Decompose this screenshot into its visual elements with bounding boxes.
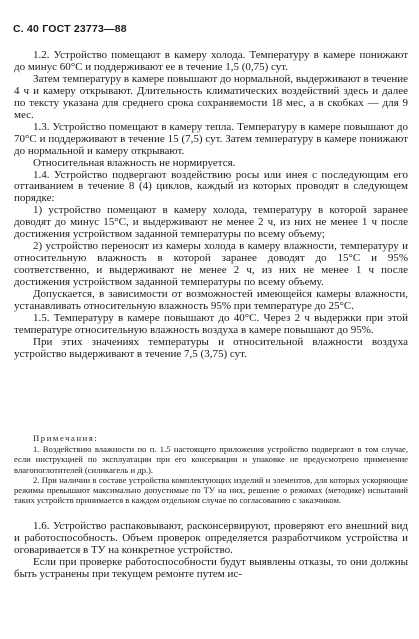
note-item: 1. Воздействию влажности по п. 1.5 настоящего приложения устройство подвергают в том случае, если инструкцией по эксплуатации при его консервации и упаковке не предусмотрено применение влагопоглотителей (силикагель и др.). bbox=[14, 444, 408, 475]
paragraph: 1.6. Устройство распаковывают, расконсервируют, проверяют его внешний вид и работоспособность. Объем проверок определяется разработчиком устройства и оговаривается в ТУ на конкретное устройство. bbox=[14, 520, 408, 556]
paragraph: 2) устройство переносят из камеры холода в камеру влажности, температуру и относительную влажность в которой заранее доводят до 15°С и 95% соответственно, и выдерживают не менее 2 ч, из них не менее 1 ч после достижения устройством заданной температуры по всему объему. bbox=[14, 240, 408, 289]
notes-section bbox=[14, 433, 408, 505]
note-item: 2. При наличии в составе устройства комплектующих изделий и элементов, для которых ускоряющие режимы превышают максимально допустимые по ТУ на них, решение о режимах (методике) испытаний таких устройств принимается в каждом отдельном случае по согласованию с заказчиком. bbox=[14, 474, 408, 506]
paragraph: 1) устройство помещают в камеру холода, температуру в которой заранее доводят до минус 15°С, и выдерживают не менее 2 ч, из них не менее 1 ч после достижения устройством заданной температуры по всему объему; bbox=[14, 204, 408, 241]
paragraph: 1.2. Устройство помещают в камеру холода. Температуру в камере понижают до минус 60°С и поддерживают ее в течение 1,5 (0,75) сут. bbox=[14, 49, 408, 73]
paragraph: 1.5. Температуру в камере повышают до 40°С. Через 2 ч выдержки при этой температуре относительную влажность воздуха в камере повышают до 95%. bbox=[14, 311, 408, 336]
paragraph: 1.4. Устройство подвергают воздействию росы или инея с последующим его оттаиванием в течение 8 (4) циклов, каждый из которых проводят в следующем порядке: bbox=[14, 168, 408, 205]
paragraph: 1.3. Устройство помещают в камеру тепла. Температуру в камере повышают до 70°С и поддерживают в течение 15 (7,5) сут. Затем температуру в камере понижают до нормальной и камеру открывают. bbox=[14, 120, 408, 157]
notes-title: Примечания: bbox=[33, 433, 99, 443]
document-body bbox=[14, 50, 408, 361]
page-header: С. 40 ГОСТ 23773—88 bbox=[13, 23, 127, 35]
document-body-continued bbox=[14, 521, 408, 581]
paragraph: Если при проверке работоспособности будут выявлены отказы, то они должны быть устранены при текущем ремонте путем ис- bbox=[14, 555, 408, 580]
paragraph: При этих значениях температуры и относительной влажности воздуха устройство выдерживают в течение 7,5 (3,75) сут. bbox=[14, 335, 408, 360]
paragraph: Относительная влажность не нормируется. bbox=[33, 156, 236, 169]
paragraph: Затем температуру в камере повышают до нормальной, выдерживают в течение 4 ч и камеру открывают. Длительность климатических воздействий здесь и далее по тексту указана для среднего срока сохраняемости 18 мес, а в скобках — для 9 мес. bbox=[14, 72, 408, 121]
paragraph: Допускается, в зависимости от возможностей имеющейся камеры влажности, устанавливать относительную влажность 95% при температуре до 25°С. bbox=[14, 288, 408, 313]
